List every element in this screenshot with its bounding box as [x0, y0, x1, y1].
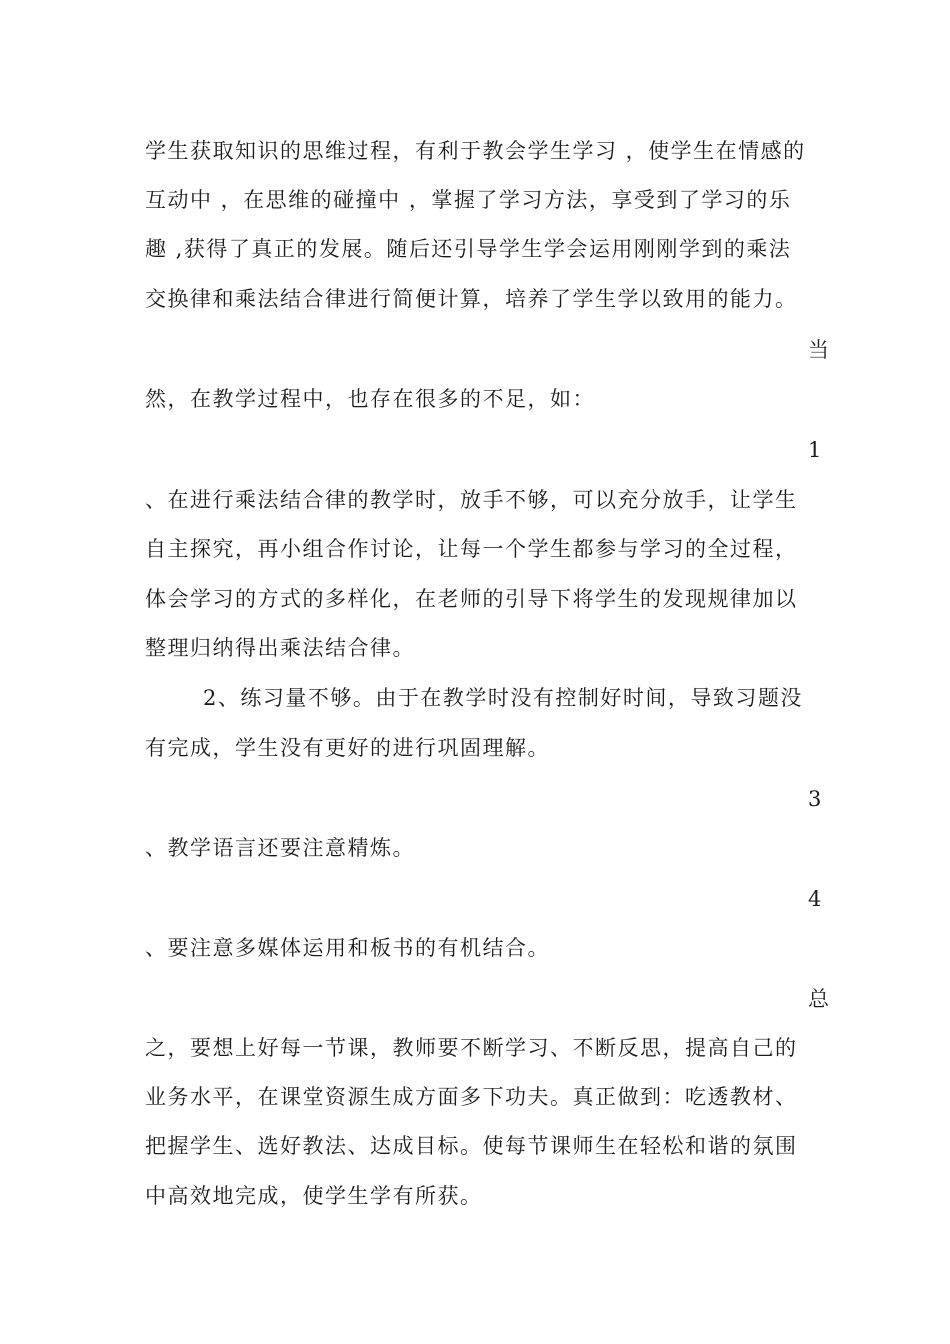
wrapped-char: 当	[808, 338, 829, 362]
text-line: 把握学生、选好教法、达成目标。使每节课师生在轻松和谐的氛围	[145, 1134, 798, 1158]
text-line: 自主探究，再小组合作讨论，让每一个学生都参与学习的全过程，	[145, 537, 798, 561]
text-line: 趣 ,获得了真正的发展。随后还引导学生学会运用刚刚学到的乘法	[145, 237, 792, 261]
list-number: 4	[808, 887, 822, 911]
text-line: 之，要想上好每一节课，教师要不断学习、不断反思，提高自己的	[145, 1036, 798, 1060]
text-line: 中高效地完成，使学生学有所获。	[145, 1184, 483, 1208]
text-line: 互动中 ，在思维的碰撞中 ，掌握了学习方法，享受到了学习的乐	[145, 188, 792, 212]
text-line: 整理归纳得出乘法结合律。	[145, 636, 415, 660]
text-line: 业务水平，在课堂资源生成方面多下功夫。真正做到：吃透教材、	[145, 1085, 798, 1109]
text-line: 交换律和乘法结合律进行简便计算，培养了学生学以致用的能力。	[145, 287, 798, 311]
list-number: 1	[808, 438, 822, 462]
text-line: 2、练习量不够。由于在教学时没有控制好时间，导致习题没	[203, 686, 803, 710]
text-line: 、要注意多媒体运用和板书的有机结合。	[145, 936, 550, 960]
text-line: 学生获取知识的思维过程，有利于教会学生学习 ，使学生在情感的	[145, 139, 806, 163]
list-number: 3	[808, 787, 822, 811]
text-line: 有完成，学生没有更好的进行巩固理解。	[145, 736, 550, 760]
text-line: 、教学语言还要注意精炼。	[145, 836, 415, 860]
text-line: 、在进行乘法结合律的教学时，放手不够，可以充分放手，让学生	[145, 488, 798, 512]
text-line: 体会学习的方式的多样化，在老师的引导下将学生的发现规律加以	[145, 587, 798, 611]
text-line: 然，在教学过程中，也存在很多的不足，如：	[145, 387, 595, 411]
wrapped-char: 总	[808, 987, 829, 1011]
